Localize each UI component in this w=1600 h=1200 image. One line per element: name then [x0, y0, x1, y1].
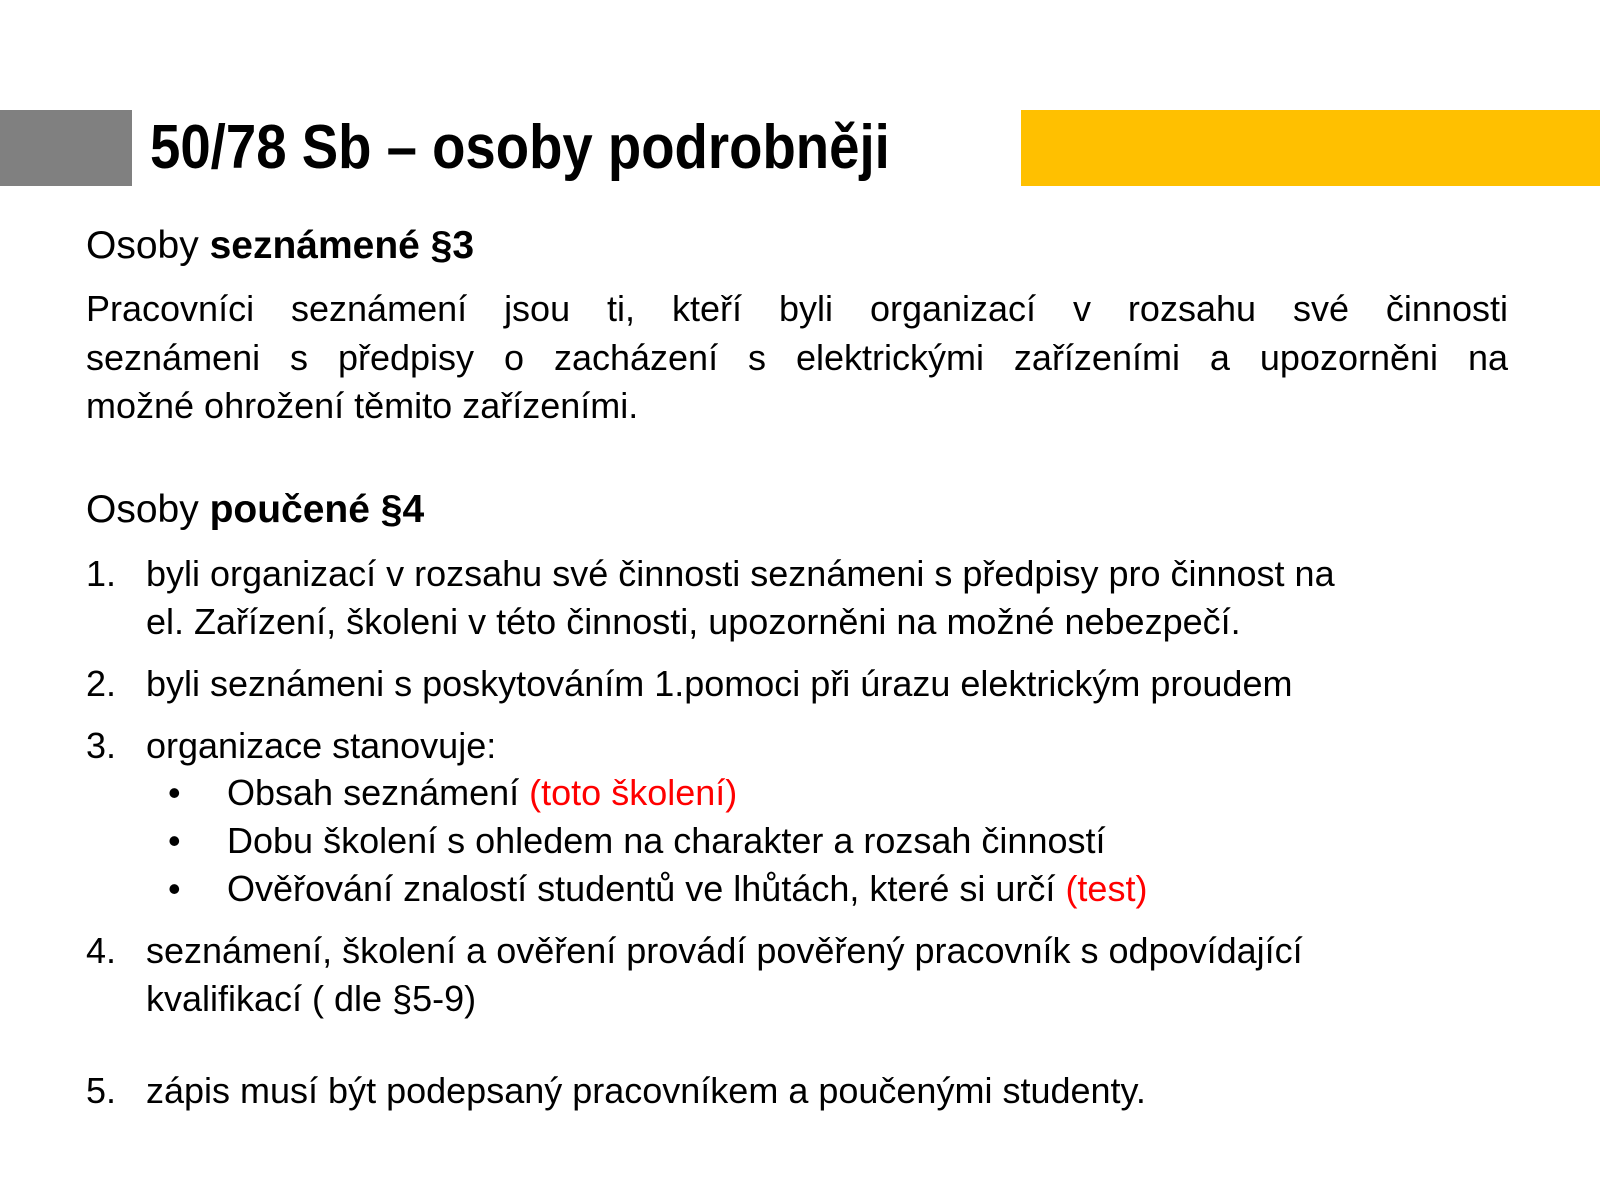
list-number: 1.: [86, 553, 117, 594]
list-number: 4.: [86, 930, 117, 971]
sub-item-highlight: (toto školení): [529, 772, 738, 813]
list-number: 3.: [86, 725, 117, 766]
list-item-text: el. Zařízení, školeni v této činnosti, upozorněni na možné nebezpečí.: [146, 601, 1241, 642]
list-item-text: seznámení, školení a ověření provádí pověřený pracovník s odpovídající: [146, 930, 1303, 971]
paragraph-line: seznámeni s předpisy o zacházení s elektrickými zařízeními a upozorněni na: [86, 337, 1508, 378]
list-item-text: byli organizací v rozsahu své činnosti seznámeni s předpisy pro činnost na: [146, 553, 1335, 594]
heading-bold: seznámené §3: [209, 224, 475, 267]
list-number: 2.: [86, 663, 117, 704]
bullet-icon: •: [168, 820, 181, 861]
list-number: 5.: [86, 1070, 117, 1111]
title-yellow-bar: [1021, 110, 1600, 186]
heading-prefix: Osoby: [86, 224, 210, 267]
sub-list-item: [227, 769, 737, 817]
heading-bold: poučené §4: [209, 488, 425, 531]
sub-list-item: [227, 865, 1147, 913]
list-item-text: organizace stanovuje:: [146, 725, 497, 766]
list-item-text: kvalifikací ( dle §5-9): [146, 978, 477, 1019]
list-item-text: zápis musí být podepsaný pracovníkem a poučenými studenty.: [146, 1070, 1146, 1111]
sub-item-text: Obsah seznámení: [227, 772, 530, 813]
bullet-icon: •: [168, 772, 181, 813]
sub-item-text: Dobu školení s ohledem na charakter a rozsah činností: [227, 820, 1106, 861]
sub-item-highlight: (test): [1065, 868, 1148, 909]
slide-title: 50/78 Sb – osoby podrobněji: [150, 113, 890, 182]
sub-list-item: [227, 817, 1105, 865]
section-heading-seznamene: [86, 222, 474, 270]
heading-prefix: Osoby: [86, 488, 210, 531]
sub-item-text: Ověřování znalostí studentů ve lhůtách, které si určí: [227, 868, 1066, 909]
list-item-text: byli seznámeni s poskytováním 1.pomoci při úrazu elektrickým proudem: [146, 663, 1293, 704]
paragraph-line: Pracovníci seznámení jsou ti, kteří byli organizací v rozsahu své činnosti: [86, 288, 1508, 329]
bullet-icon: •: [168, 868, 181, 909]
section-heading-poucene: [86, 486, 424, 534]
title-gray-bar: [0, 110, 132, 186]
paragraph-line: možné ohrožení těmito zařízeními.: [86, 385, 639, 426]
